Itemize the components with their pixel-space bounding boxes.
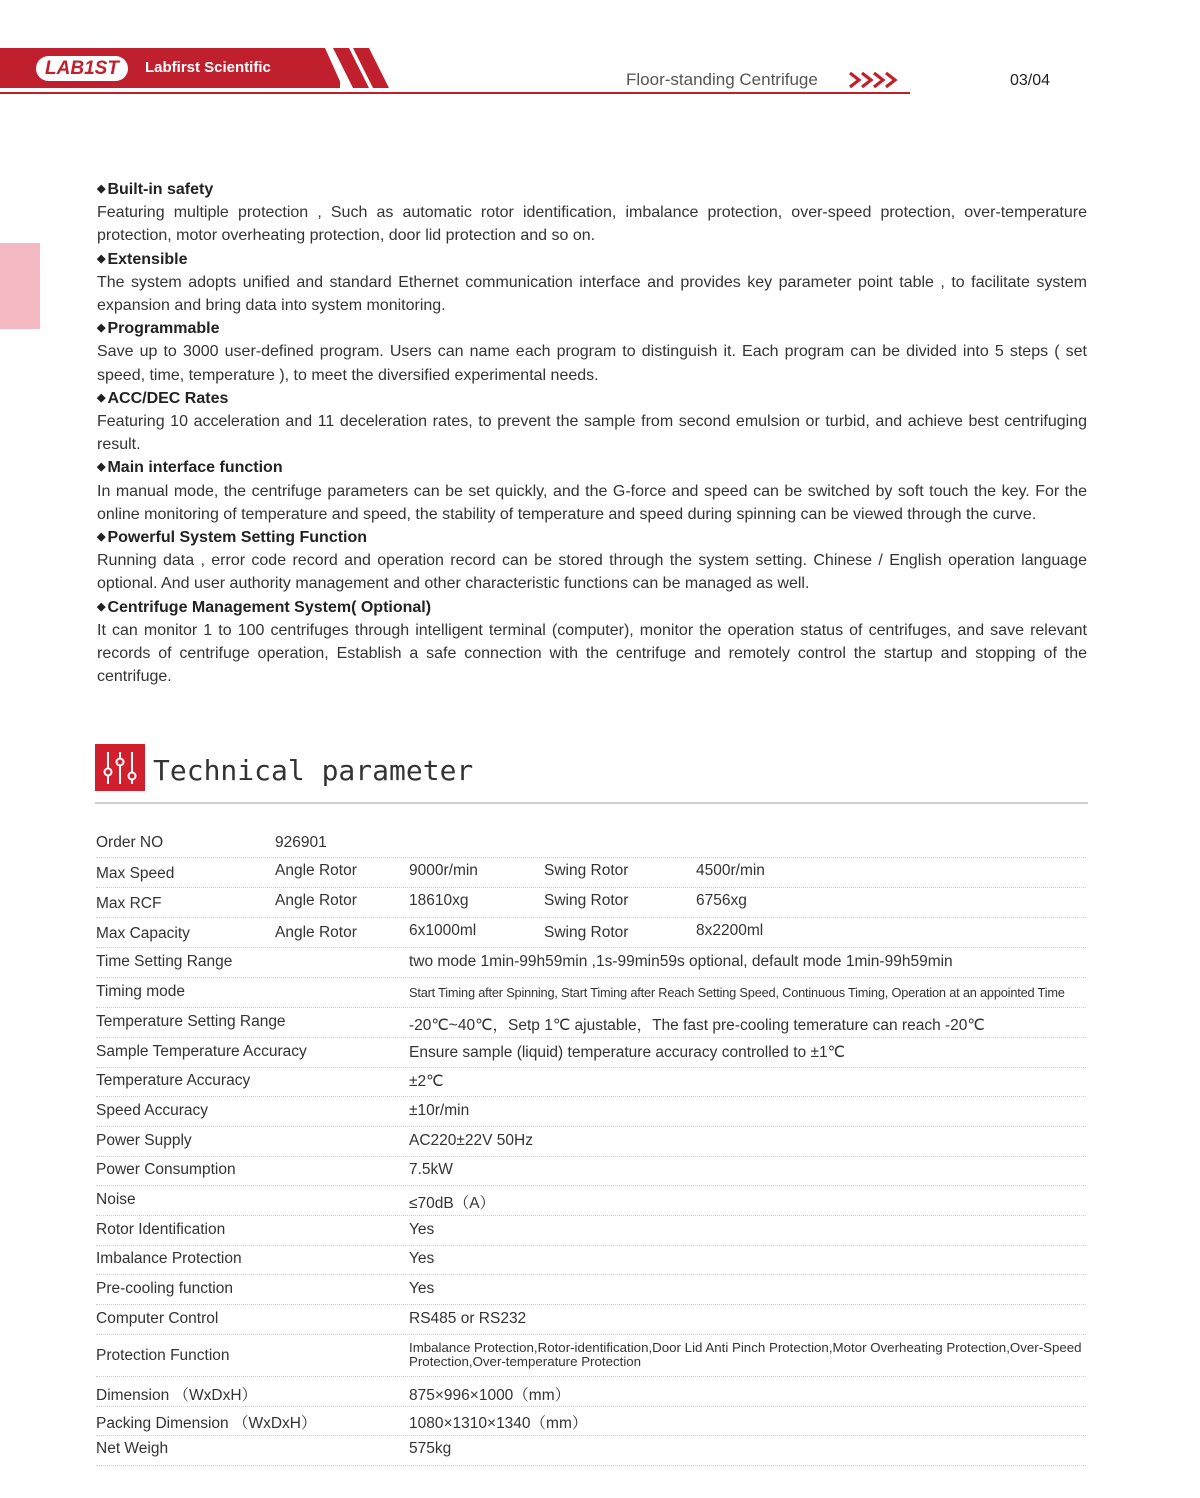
feature-body: In manual mode, the centrifuge parameters can be set quickly, and the G-force and speed can be switched by soft touch the key. For the online monitoring of temperature and speed, the stability of temperature and speed during spinning can be viewed through the curve. (97, 482, 1087, 523)
chevrons-right-icon (848, 71, 902, 89)
swing-rotor-label: Swing Rotor (544, 862, 629, 879)
table-row (96, 1072, 1086, 1097)
features-section (97, 178, 1087, 688)
page-number: 03/04 (1010, 72, 1051, 89)
table-row (96, 1221, 1086, 1246)
angle-rotor-value: 6x1000ml (409, 922, 477, 939)
feature-body: It can monitor 1 to 100 centrifuges through intelligent terminal (computer), monitor the operation status of centrifuges, and save relevant records of centrifuge operation, Establish a safe connection with the centrifuge and remotely control the startup and stopping of the centrifuge. (97, 621, 1087, 686)
feature-item (97, 178, 1087, 248)
feature-body: Running data , error code record and operation record can be stored through the system setting. Chinese / English operation language optional. And user authority management and other characteristic functions can be managed as well. (97, 552, 1087, 593)
bullet-icon: ◆ (97, 600, 106, 613)
feature-title: Main interface function (107, 459, 283, 477)
section-title: Technical parameter (153, 754, 474, 787)
row-label: Temperature Setting Range (96, 1013, 286, 1030)
row-value: 926901 (275, 834, 327, 851)
row-label: Speed Accuracy (96, 1102, 209, 1119)
table-row (96, 834, 1086, 858)
table-row (96, 1191, 1086, 1216)
table-row (96, 1132, 1086, 1157)
table-row (96, 953, 1086, 978)
swing-rotor-value: 6756xg (696, 892, 747, 909)
table-row (96, 1383, 1086, 1407)
row-label: Rotor Identification (96, 1221, 226, 1238)
table-row (96, 1102, 1086, 1127)
swing-rotor-label: Swing Rotor (544, 924, 629, 941)
bullet-icon: ◆ (97, 183, 106, 195)
row-label: Time Setting Range (96, 953, 233, 970)
angle-rotor-label: Angle Rotor (275, 924, 357, 941)
table-row (96, 892, 1086, 918)
brand-name: Labfirst Scientific (145, 59, 271, 76)
row-value: AC220±22V 50Hz (409, 1132, 533, 1149)
row-value: 7.5kW (409, 1161, 453, 1178)
side-tab-decoration (0, 243, 40, 329)
row-label: Sample Temperature Accuracy (96, 1043, 307, 1060)
feature-item (97, 596, 1087, 689)
table-row (96, 1161, 1086, 1186)
table-row (96, 1310, 1086, 1335)
slash-decoration-icon (325, 48, 395, 90)
feature-item (97, 456, 1087, 526)
header-underline (0, 92, 910, 94)
row-value: ±2℃ (409, 1073, 444, 1090)
feature-body: Featuring 10 acceleration and 11 deceleration rates, to prevent the sample from second emulsion or turbid, and achieve best centrifuging result. (97, 413, 1087, 454)
bullet-icon: ◆ (97, 391, 106, 404)
technical-parameter-header (95, 744, 1088, 806)
row-value: 875×996×1000（mm） (409, 1387, 571, 1404)
row-label: Timing mode (96, 983, 186, 1000)
feature-title: Extensible (107, 250, 188, 268)
table-row (96, 1043, 1086, 1068)
row-value: 575kg (409, 1440, 452, 1457)
row-label: Order NO (96, 834, 164, 851)
feature-item (97, 526, 1087, 596)
feature-title: ACC/DEC Rates (107, 389, 229, 407)
angle-rotor-label: Angle Rotor (275, 892, 357, 909)
feature-body: Save up to 3000 user-defined program. Users can name each program to distinguish it. Each program can be divided into 5 steps ( set speed, time, temperature ), to meet the diversified experimental needs. (97, 343, 1087, 384)
row-label: Temperature Accuracy (96, 1072, 251, 1089)
row-value: RS485 or RS232 (409, 1310, 527, 1327)
table-row (96, 1250, 1086, 1275)
section-divider (95, 802, 1088, 804)
bullet-icon: ◆ (97, 531, 106, 544)
table-row (96, 983, 1086, 1008)
row-value: Yes (409, 1221, 435, 1238)
row-value: Start Timing after Spinning, Start Timing after Reach Setting Speed, Continuous Timing, Operation at an appointed Time (409, 985, 1065, 1000)
table-row (96, 1440, 1086, 1466)
row-value: 1080×1310×1340（mm） (409, 1415, 588, 1432)
swing-rotor-value: 4500r/min (696, 862, 765, 879)
row-label: Power Supply (96, 1132, 192, 1149)
document-title: Floor-standing Centrifuge (626, 70, 818, 89)
row-label: Packing Dimension （WxDxH） (96, 1415, 317, 1432)
row-label: Power Consumption (96, 1161, 236, 1178)
row-label: Max Capacity (96, 925, 190, 942)
row-label: Protection Function (96, 1347, 230, 1364)
feature-body: The system adopts unified and standard Ethernet communication interface and provides key parameter point table , to facilitate system expansion and bring data into system monitoring. (97, 273, 1087, 315)
row-value: Yes (409, 1250, 435, 1267)
feature-item (97, 248, 1087, 318)
row-label: Max RCF (96, 895, 162, 912)
table-row (96, 1013, 1086, 1038)
row-label: Max Speed (96, 865, 175, 882)
row-value: Imbalance Protection,Rotor-identification,Door Lid Anti Pinch Protection,Motor Overheating Protection,Over-Speed Protection,Over-temperature Protection (409, 1340, 1082, 1369)
row-value: two mode 1min-99h59min ,1s-99min59s optional, default mode 1min-99h59min (409, 953, 953, 970)
table-row (96, 922, 1086, 948)
table-row (96, 862, 1086, 888)
header-red-bar (0, 48, 340, 88)
feature-title: Centrifuge Management System( Optional) (107, 598, 432, 616)
row-value: ±10r/min (409, 1102, 470, 1119)
row-value: ≤70dB（A） (409, 1195, 496, 1212)
table-row (96, 1280, 1086, 1305)
labfirst-logo: LAB1ST (36, 56, 128, 81)
row-label: Computer Control (96, 1310, 219, 1327)
feature-body: Featuring multiple protection , Such as automatic rotor identification, imbalance protection, over-speed protection, over-temperature protection, motor overheating protection, door lid protection and so on. (97, 204, 1087, 245)
bullet-icon: ◆ (97, 322, 106, 335)
row-value: Ensure sample (liquid) temperature accuracy controlled to ±1℃ (409, 1044, 845, 1061)
swing-rotor-value: 8x2200ml (696, 922, 764, 939)
bullet-icon: ◆ (97, 461, 106, 474)
angle-rotor-value: 9000r/min (409, 862, 478, 879)
feature-item (97, 387, 1087, 457)
row-value: -20℃~40℃，Setp 1℃ ajustable，The fast pre-cooling temerature can reach -20℃ (409, 1017, 985, 1034)
table-row (96, 1411, 1086, 1436)
feature-title: Programmable (107, 320, 220, 338)
swing-rotor-label: Swing Rotor (544, 892, 629, 909)
table-row (96, 1340, 1086, 1377)
row-label: Net Weigh (96, 1440, 169, 1457)
feature-item (97, 317, 1087, 387)
row-label: Pre-cooling function (96, 1280, 233, 1297)
bullet-icon: ◆ (97, 252, 106, 265)
angle-rotor-value: 18610xg (409, 892, 469, 909)
sliders-icon (95, 744, 145, 791)
row-value: Yes (409, 1280, 435, 1297)
feature-title: Built-in safety (107, 181, 214, 198)
row-label: Dimension （WxDxH） (96, 1387, 258, 1404)
row-label: Imbalance Protection (96, 1250, 242, 1267)
row-label: Noise (96, 1191, 136, 1208)
angle-rotor-label: Angle Rotor (275, 862, 357, 879)
feature-title: Powerful System Setting Function (107, 529, 368, 547)
